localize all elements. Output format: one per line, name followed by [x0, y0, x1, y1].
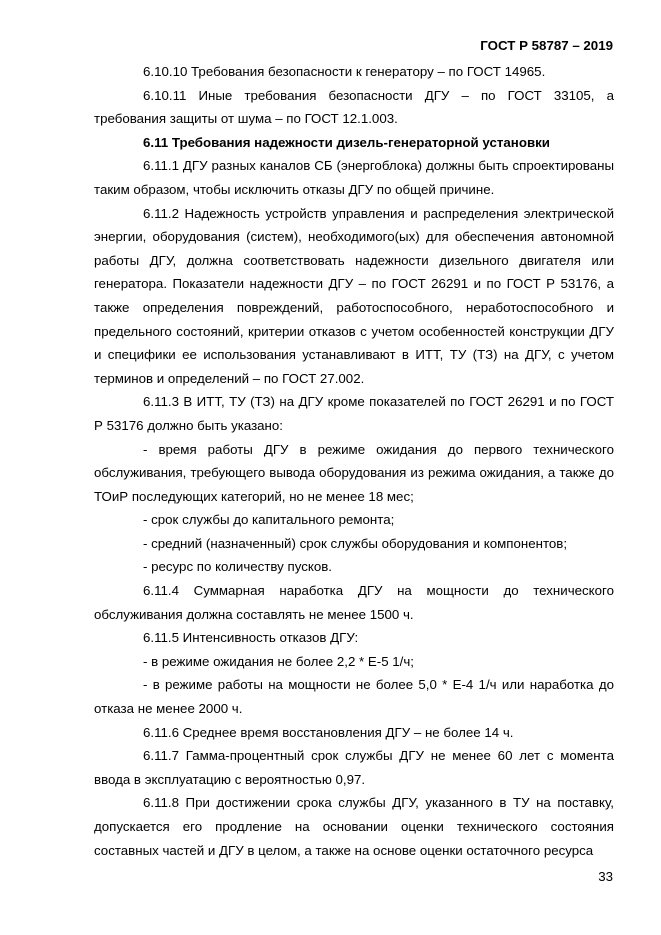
document-header: ГОСТ Р 58787 – 2019 — [480, 38, 613, 53]
paragraph-6-11-7: 6.11.7 Гамма-процентный срок службы ДГУ не менее 60 лет с момента ввода в эксплуатацию с вероятностью 0,97. — [94, 748, 614, 787]
paragraph-6-11-4: 6.11.4 Суммарная наработка ДГУ на мощности до технического обслуживания должна составлять не менее 1500 ч. — [94, 583, 614, 622]
section-heading-6-11: 6.11 Требования надежности дизель-генераторной установки — [143, 134, 550, 150]
document-body — [94, 60, 614, 862]
list-item: - ресурс по количеству пусков. — [143, 559, 332, 575]
list-item: - в режиме ожидания не более 2,2 * Е-5 1/ч; — [143, 653, 415, 669]
list-item: - срок службы до капитального ремонта; — [143, 512, 395, 528]
list-item: - в режиме работы на мощности не более 5,0 * Е-4 1/ч или наработка до отказа не менее 2000 ч. — [94, 677, 614, 717]
paragraph-6-11-8: 6.11.8 При достижении срока службы ДГУ, указанного в ТУ на поставку, допускается его продление на основании оценки технического состояния составных частей и ДГУ в целом, а также на основе оценки остаточного ресурса — [94, 795, 614, 858]
list-item: - средний (назначенный) срок службы оборудования и компонентов; — [143, 535, 568, 551]
paragraph-6-10-11: 6.10.11 Иные требования безопасности ДГУ – по ГОСТ 33105, а требования защиты от шума – по ГОСТ 12.1.003. — [94, 87, 614, 127]
paragraph-6-11-2: 6.11.2 Надежность устройств управления и распределения электрической энергии, оборудования (систем), необходимого(ых) для обеспечения автономной работы ДГУ, должна соответствовать надежности дизельного двигателя или генератора. Показатели надежности ДГУ – по ГОСТ 26291 и по ГОСТ Р 53176, а также определения повреждений, работоспособного, неработоспособного и предельного состояний, критерии отказов с учетом особенностей конструкции ДГУ и специфики ее использования устанавливают в ИТТ, ТУ (ТЗ) на ДГУ, с учетом терминов и определений – по ГОСТ 27.002. — [94, 205, 614, 386]
paragraph-6-11-6: 6.11.6 Среднее время восстановления ДГУ – не более 14 ч. — [143, 724, 514, 740]
paragraph-6-10-10: 6.10.10 Требования безопасности к генератору – по ГОСТ 14965. — [143, 64, 546, 79]
paragraph-6-11-3: 6.11.3 В ИТТ, ТУ (ТЗ) на ДГУ кроме показателей по ГОСТ 26291 и по ГОСТ Р 53176 должно быть указано: — [94, 394, 614, 433]
list-item: - время работы ДГУ в режиме ожидания до первого технического обслуживания, требующего вывода оборудования из режима ожидания, а также до ТОиР последующих категорий, но не менее 18 мес; — [94, 441, 614, 504]
paragraph-6-11-5: 6.11.5 Интенсивность отказов ДГУ: — [143, 630, 359, 646]
page-number: 33 — [598, 869, 613, 884]
paragraph-6-11-1: 6.11.1 ДГУ разных каналов СБ (энергоблока) должны быть спроектированы таким образом, чтобы исключить отказы ДГУ по общей причине. — [94, 158, 614, 197]
